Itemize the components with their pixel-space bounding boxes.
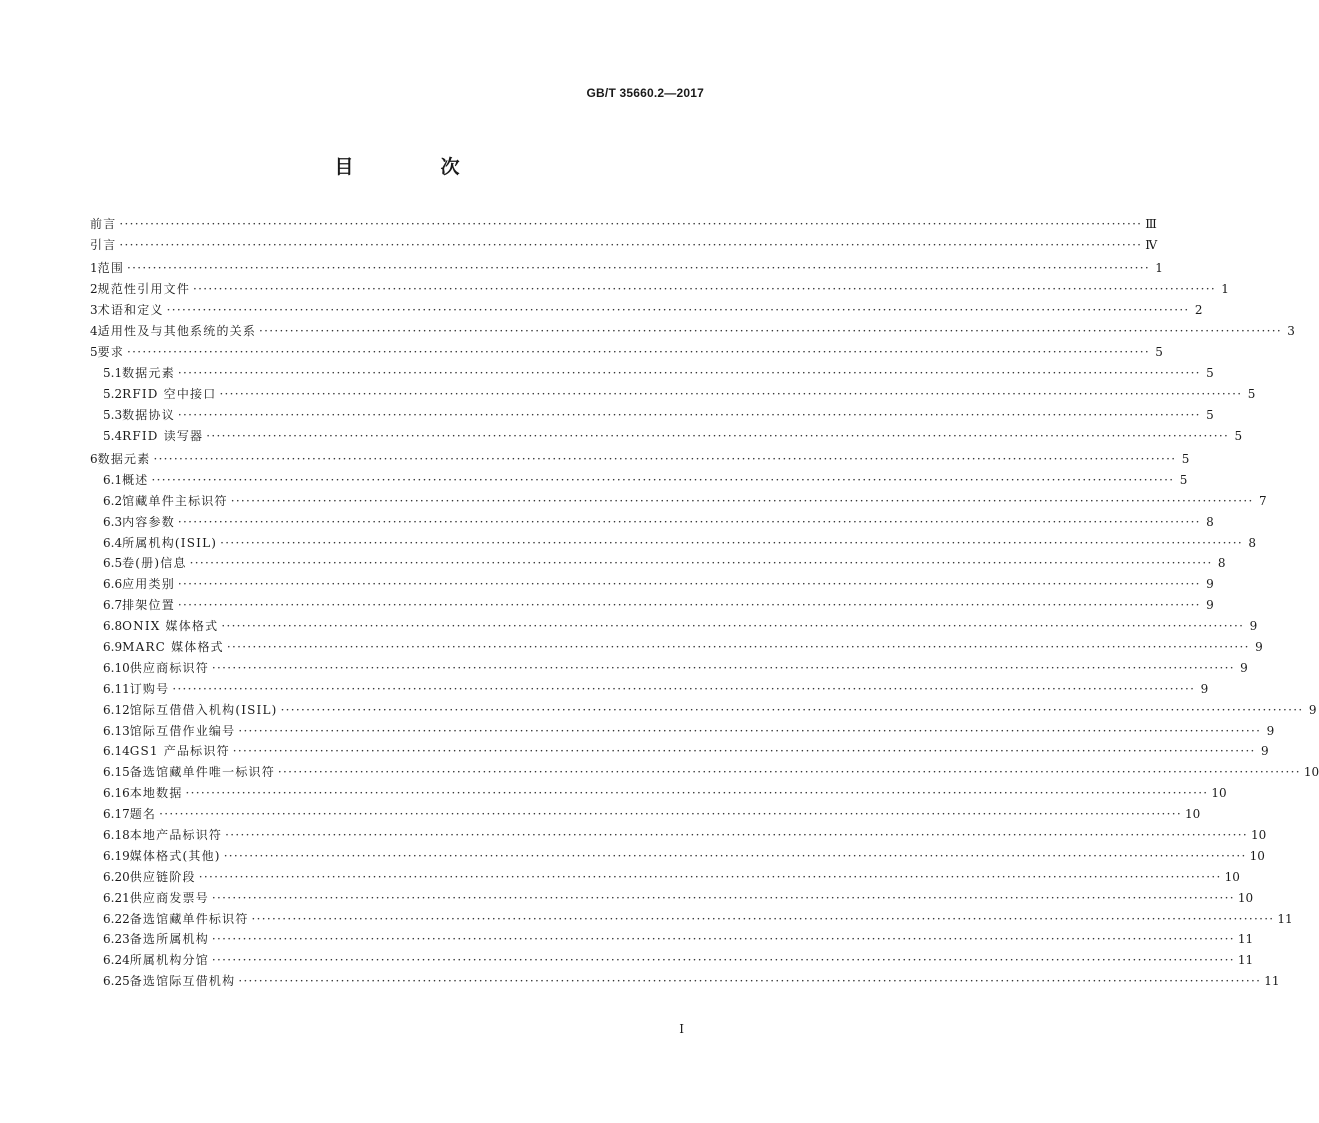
toc-leader-dots: ········································································································································································································ [225, 828, 1249, 843]
toc-entry[interactable] [90, 846, 1265, 867]
toc-leader-dots: ········································································································································································································ [220, 535, 1244, 550]
toc-entry-page: 9 [1261, 744, 1269, 759]
toc-entry-number: 6.25 [103, 974, 130, 989]
toc-entry-number: 5.4 [103, 428, 123, 443]
toc-entry-page: 9 [1200, 681, 1209, 696]
toc-entry[interactable] [90, 950, 1254, 971]
toc-entry[interactable] [90, 741, 1269, 762]
toc-entry-title: MARC 媒体格式 [122, 640, 224, 654]
toc-entry-title: 所属机构(ISIL) [122, 535, 218, 550]
toc-entry-number: 6.8 [103, 619, 123, 634]
toc-entry[interactable] [90, 321, 1295, 342]
toc-entry-number: 5 [90, 344, 98, 359]
toc-entry-number: 6.2 [103, 493, 123, 508]
toc-leader-dots: ········································································································································································································ [277, 765, 1301, 780]
toc-entry-page: 11 [1237, 953, 1254, 968]
toc-entry-page: 10 [1303, 765, 1319, 780]
toc-entry-number: 6.5 [103, 556, 123, 571]
toc-entry-number: 5.3 [103, 407, 123, 422]
toc-entry-number: 6.16 [103, 786, 130, 801]
toc-entry-page: 1 [1221, 282, 1229, 297]
toc-entry-title: 规范性引用文件 [97, 282, 191, 297]
toc-entry-page: 10 [1249, 848, 1265, 863]
toc-entry[interactable] [90, 783, 1227, 804]
toc-entry-number: 6.7 [103, 598, 123, 613]
standard-code: GB/T 35660.2—2017 [586, 86, 704, 100]
toc-leader-dots: ········································································································································································································ [153, 451, 1177, 466]
toc-entry-title: 备选馆际互借机构 [129, 974, 236, 989]
toc-leader-dots: ········································································································································································································ [206, 428, 1230, 443]
toc-entry-title: 备选所属机构 [129, 932, 209, 947]
toc-entry[interactable] [90, 700, 1317, 721]
toc-leader-dots: ········································································································································································································ [127, 344, 1150, 359]
toc-entry[interactable] [90, 449, 1190, 470]
toc-leader-dots: ········································································································································································································ [238, 723, 1262, 738]
toc-entry[interactable] [90, 825, 1267, 846]
toc-leader-dots: ········································································································································································································ [232, 744, 1256, 759]
toc-entry[interactable] [90, 721, 1275, 742]
toc-leader-dots: ········································································································································································································ [159, 807, 1183, 822]
toc-entry-number: 6.22 [103, 911, 130, 926]
toc-entry-page: 5 [1234, 428, 1243, 443]
toc-entry-page: 5 [1181, 451, 1190, 466]
toc-entry[interactable] [90, 214, 1157, 235]
toc-entry[interactable] [90, 804, 1201, 825]
toc-entry[interactable] [90, 470, 1188, 491]
toc-entry-number: 6.17 [103, 807, 130, 822]
toc-entry-page: 5 [1247, 386, 1256, 401]
toc-leader-dots: ········································································································································································································ [211, 890, 1235, 905]
toc-entry-title: 订购号 [129, 681, 170, 696]
toc-entry-page: 11 [1277, 911, 1293, 926]
toc-entry-title: 数据协议 [122, 407, 175, 422]
toc-entry-number: 2 [90, 282, 98, 297]
toc-entry[interactable] [90, 235, 1158, 256]
toc-entry-page: 8 [1206, 514, 1214, 529]
toc-entry-page: 2 [1194, 303, 1203, 318]
toc-entry-number: 6.21 [103, 890, 130, 905]
toc-entry-number: 6.13 [103, 723, 130, 738]
toc-entry-number: 1 [90, 261, 98, 276]
toc-entry-page: 1 [1155, 261, 1163, 276]
toc-entry[interactable] [90, 300, 1203, 321]
toc-entry[interactable] [90, 384, 1256, 405]
toc-entry-page: 7 [1258, 493, 1267, 508]
toc-entry-page: 9 [1240, 660, 1248, 675]
toc-leader-dots: ········································································································································································································ [177, 514, 1201, 529]
toc-entry-title: 数据元素 [122, 365, 175, 380]
toc-entry[interactable] [90, 679, 1209, 700]
toc-entry-title: 应用类别 [122, 577, 175, 592]
toc-entry-number: 6.6 [103, 577, 123, 592]
toc-leader-dots: ········································································································································································································ [185, 786, 1209, 801]
toc-leader-dots: ········································································································································································································ [226, 640, 1250, 654]
page-title: 目 次 [334, 156, 494, 178]
toc-entry[interactable] [90, 512, 1214, 533]
toc-entry-title: 内容参数 [122, 514, 175, 529]
page-number: I [679, 1022, 684, 1036]
toc-entry-number: 5.1 [103, 365, 123, 380]
toc-entry-page: Ⅳ [1145, 237, 1158, 252]
toc-leader-dots: ········································································································································································································ [127, 261, 1150, 276]
toc-leader-dots: ········································································································································································································ [172, 681, 1196, 696]
toc-leader-dots: ········································································································································································································ [198, 869, 1222, 884]
table-of-contents [90, 214, 1319, 992]
toc-entry[interactable] [90, 363, 1214, 384]
toc-entry-number: 6.4 [103, 535, 123, 550]
toc-entry-title: 备选馆藏单件唯一标识符 [129, 765, 275, 780]
toc-leader-dots: ········································································································································································································ [238, 974, 1262, 989]
toc-entry[interactable] [90, 258, 1163, 279]
toc-entry-page: 10 [1251, 828, 1267, 843]
toc-entry[interactable] [90, 426, 1243, 447]
toc-leader-dots: ········································································································································································································ [251, 911, 1275, 926]
toc-entry-number: 6.12 [103, 702, 130, 717]
toc-entry-number: 6.9 [103, 640, 123, 654]
toc-leader-dots: ········································································································································································································ [211, 660, 1235, 675]
toc-leader-dots: ········································································································································································································ [211, 932, 1235, 947]
toc-entry-page: 8 [1217, 556, 1226, 571]
toc-entry-page: 8 [1248, 535, 1257, 550]
toc-leader-dots: ········································································································································································································ [219, 386, 1243, 401]
toc-entry-number: 6.11 [103, 681, 130, 696]
toc-entry-title: 本地产品标识符 [129, 828, 223, 843]
toc-entry-number: 6 [90, 451, 98, 466]
toc-entry[interactable] [90, 553, 1226, 574]
toc-entry-title: 适用性及与其他系统的关系 [97, 324, 257, 339]
toc-leader-dots: ········································································································································································································ [221, 619, 1245, 634]
toc-entry-page: 9 [1206, 577, 1214, 592]
toc-leader-dots: ········································································································································································································ [280, 702, 1304, 717]
toc-entry[interactable] [90, 888, 1254, 909]
toc-leader-dots: ········································································································································································································ [177, 407, 1201, 422]
toc-leader-dots: ········································································································································································································ [223, 848, 1247, 863]
toc-entry[interactable] [90, 279, 1229, 300]
toc-entry[interactable] [90, 595, 1214, 616]
toc-entry-title: 备选馆藏单件标识符 [129, 911, 249, 926]
toc-entry-page: 10 [1185, 807, 1201, 822]
toc-entry-number: 6.3 [103, 514, 123, 529]
toc-entry-title: 馆际互借借入机构(ISIL) [129, 702, 278, 717]
toc-entry[interactable] [90, 533, 1257, 554]
toc-entry-title: 供应商标识符 [129, 660, 209, 675]
toc-entry-title: 引言 [90, 237, 117, 252]
toc-entry[interactable] [90, 762, 1319, 783]
toc-entry-number: 4 [90, 324, 98, 339]
toc-entry-page: 5 [1206, 365, 1214, 380]
toc-leader-dots: ········································································································································································································ [119, 217, 1143, 231]
toc-entry-title: 题名 [129, 807, 157, 822]
toc-entry-page: 5 [1155, 344, 1163, 359]
toc-entry-title: 供应链阶段 [129, 869, 196, 884]
toc-entry-title: RFID 空中接口 [122, 386, 217, 401]
toc-leader-dots: ········································································································································································································ [230, 493, 1254, 508]
toc-leader-dots: ········································································································································································································ [177, 365, 1201, 380]
toc-entry-title: 数据元素 [97, 451, 151, 466]
toc-leader-dots: ········································································································································································································ [151, 472, 1175, 487]
toc-entry-title: 供应商发票号 [129, 890, 209, 905]
toc-entry-title: RFID 读写器 [122, 428, 204, 443]
toc-entry-page: 3 [1287, 324, 1295, 339]
toc-entry-title: 范围 [97, 261, 125, 276]
toc-leader-dots: ········································································································································································································ [259, 324, 1282, 339]
toc-entry-number: 6.23 [103, 932, 130, 947]
toc-entry[interactable] [90, 867, 1240, 888]
toc-entry-page: 10 [1211, 786, 1227, 801]
toc-entry-title: 概述 [122, 472, 149, 487]
toc-entry-page: 11 [1237, 932, 1254, 947]
toc-leader-dots: ········································································································································································································ [177, 598, 1201, 613]
toc-entry-title: 本地数据 [129, 786, 183, 801]
toc-entry-number: 6.10 [103, 660, 130, 675]
toc-entry-title: 卷(册)信息 [122, 556, 187, 571]
toc-entry-number: 6.24 [103, 953, 130, 968]
toc-entry-page: 10 [1224, 869, 1240, 884]
toc-entry-title: 所属机构分馆 [129, 953, 209, 968]
toc-entry-title: 前言 [90, 217, 117, 231]
toc-entry-number: 6.14 [103, 744, 130, 759]
toc-leader-dots: ········································································································································································································ [119, 237, 1143, 252]
toc-entry[interactable] [90, 929, 1254, 950]
toc-entry-page: 5 [1179, 472, 1188, 487]
toc-entry[interactable] [90, 616, 1258, 637]
toc-entry-title: ONIX 媒体格式 [122, 619, 219, 634]
toc-entry-page: 9 [1266, 723, 1275, 738]
toc-entry-number: 3 [90, 303, 98, 318]
toc-entry-number: 6.1 [103, 472, 123, 487]
toc-entry-number: 6.20 [103, 869, 130, 884]
toc-entry-title: 媒体格式(其他) [129, 848, 221, 863]
toc-leader-dots: ········································································································································································································ [211, 953, 1235, 968]
toc-entry[interactable] [90, 491, 1267, 512]
toc-entry-title: 要求 [97, 344, 125, 359]
toc-entry-title: 排架位置 [122, 598, 175, 613]
toc-entry-page: 9 [1249, 619, 1258, 634]
toc-entry[interactable] [90, 909, 1293, 930]
toc-leader-dots: ········································································································································································································ [193, 282, 1216, 297]
toc-entry[interactable] [90, 405, 1214, 426]
toc-leader-dots: ········································································································································································································ [177, 577, 1201, 592]
toc-entry-title: 馆藏单件主标识符 [122, 493, 228, 508]
toc-entry-page: 9 [1206, 598, 1214, 613]
toc-entry-page: Ⅲ [1145, 217, 1157, 231]
toc-entry[interactable] [90, 658, 1248, 679]
toc-entry-number: 6.19 [103, 848, 130, 863]
toc-leader-dots: ········································································································································································································ [189, 556, 1213, 571]
toc-entry-page: 9 [1308, 702, 1317, 717]
toc-entry[interactable] [90, 574, 1214, 595]
toc-leader-dots: ········································································································································································································ [166, 303, 1190, 318]
toc-entry-number: 6.15 [103, 765, 130, 780]
toc-entry-number: 5.2 [103, 386, 123, 401]
toc-entry-number: 6.18 [103, 828, 130, 843]
toc-entry[interactable] [90, 971, 1280, 992]
toc-entry[interactable] [90, 342, 1163, 363]
toc-entry-title: GS1 产品标识符 [129, 744, 230, 759]
toc-entry-title: 术语和定义 [97, 303, 164, 318]
toc-entry-page: 11 [1264, 974, 1280, 989]
toc-entry-page: 5 [1206, 407, 1214, 422]
toc-entry-title: 馆际互借作业编号 [129, 723, 236, 738]
toc-entry-page: 10 [1237, 890, 1254, 905]
toc-entry[interactable] [90, 637, 1263, 658]
toc-entry-page: 9 [1255, 640, 1263, 654]
